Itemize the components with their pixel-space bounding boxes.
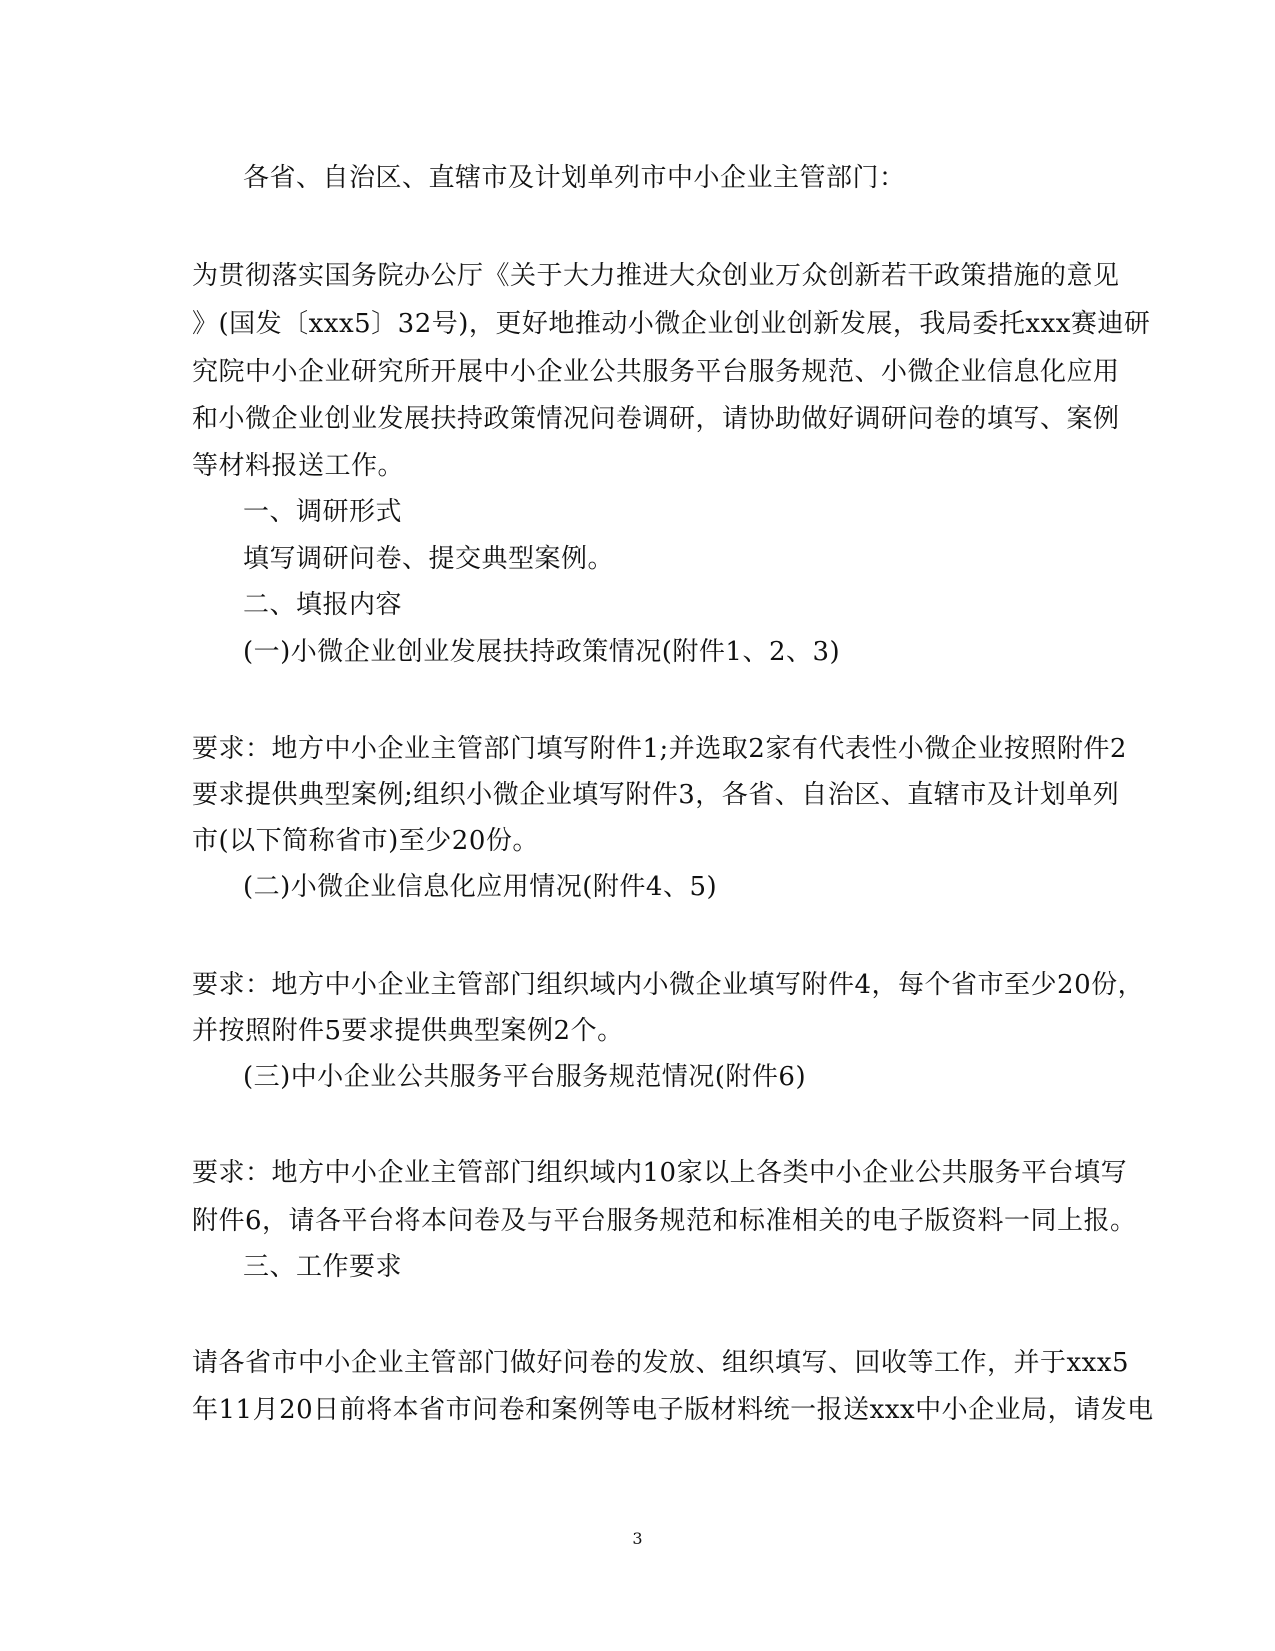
requirement-line: 要求提供典型案例;组织小微企业填写附件3，各省、自治区、直辖市及计划单列 <box>192 780 1120 810</box>
intro-line: 》(国发〔xxx5〕32号)，更好地推动小微企业创业创新发展，我局委托xxx赛迪研 <box>192 309 1151 339</box>
intro-line: 究院中小企业研究所开展中小企业公共服务平台服务规范、小微企业信息化应用 <box>192 357 1120 387</box>
section3-heading: 三、工作要求 <box>243 1252 403 1282</box>
item3-heading: (三)中小企业公共服务平台服务规范情况(附件6) <box>243 1062 807 1092</box>
requirement-line: 并按照附件5要求提供典型案例2个。 <box>192 1016 624 1046</box>
salutation: 各省、自治区、直辖市及计划单列市中小企业主管部门： <box>243 163 906 193</box>
page-number: 3 <box>632 1529 643 1548</box>
requirement-line: 要求：地方中小企业主管部门填写附件1;并选取2家有代表性小微企业按照附件2 <box>192 734 1127 764</box>
intro-line: 为贯彻落实国务院办公厅《关于大力推进大众创业万众创新若干政策措施的意见 <box>192 261 1120 291</box>
body-line: 年11月20日前将本省市问卷和案例等电子版材料统一报送xxx中小企业局，请发电 <box>192 1395 1154 1425</box>
intro-line: 和小微企业创业发展扶持政策情况问卷调研，请协助做好调研问卷的填写、案例 <box>192 404 1120 434</box>
body-line: 请各省市中小企业主管部门做好问卷的发放、组织填写、回收等工作，并于xxx5 <box>192 1348 1130 1378</box>
requirement-line: 市(以下简称省市)至少20份。 <box>192 826 539 856</box>
requirement-line: 附件6，请各平台将本问卷及与平台服务规范和标准相关的电子版资料一同上报。 <box>192 1206 1137 1236</box>
requirement-line: 要求：地方中小企业主管部门组织域内10家以上各类中小企业公共服务平台填写 <box>192 1158 1128 1188</box>
item2-heading: (二)小微企业信息化应用情况(附件4、5) <box>243 872 718 902</box>
requirement-line: 要求：地方中小企业主管部门组织域内小微企业填写附件4，每个省市至少20份， <box>192 970 1145 1000</box>
intro-line: 等材料报送工作。 <box>192 451 405 481</box>
section1-body: 填写调研问卷、提交典型案例。 <box>243 544 615 574</box>
section1-heading: 一、调研形式 <box>243 497 403 527</box>
section2-heading: 二、填报内容 <box>243 590 403 620</box>
item1-heading: (一)小微企业创业发展扶持政策情况(附件1、2、3) <box>243 637 841 667</box>
